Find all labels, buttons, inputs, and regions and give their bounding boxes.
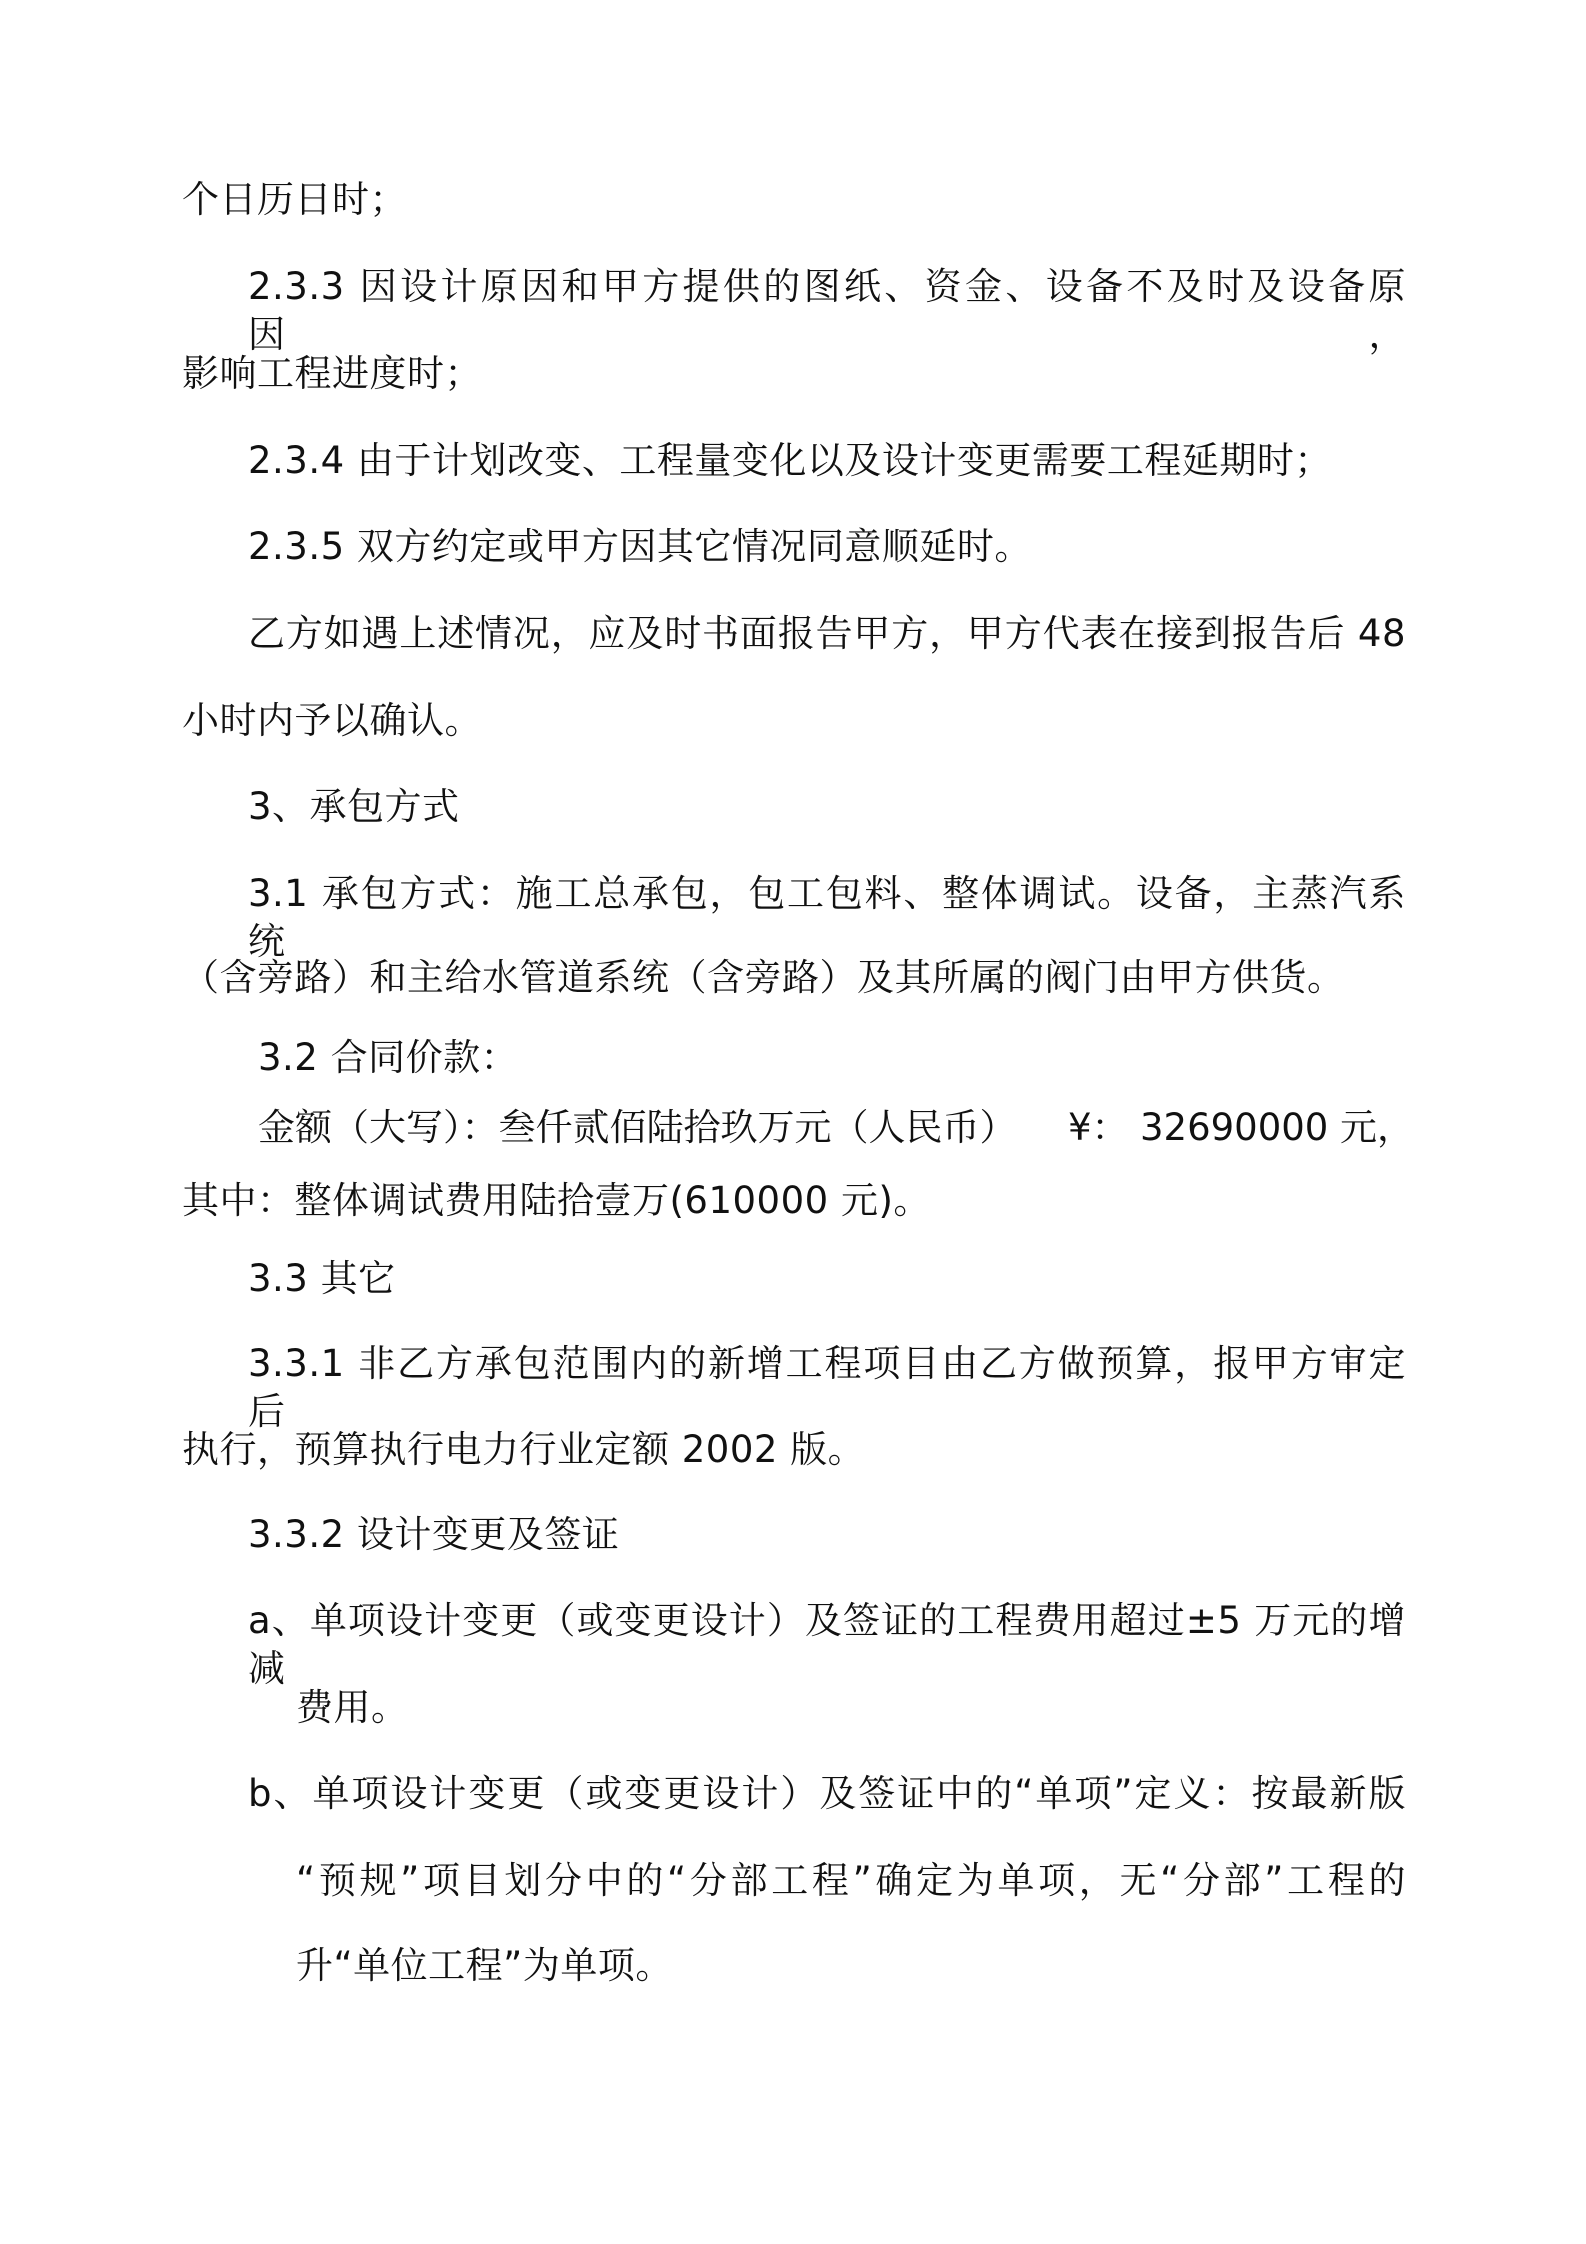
list-item-b-continuation: 升“单位工程”为单项。 bbox=[296, 1944, 673, 1987]
text-line: 2.3.5 双方约定或甲方因其它情况同意顺延时。 bbox=[248, 525, 1032, 568]
amount-unit: 元， bbox=[1340, 1106, 1414, 1149]
subsection-heading: 3.3 其它 bbox=[248, 1257, 396, 1300]
text-line: 3.3.1 非乙方承包范围内的新增工程项目由乙方做预算，报甲方审定后 bbox=[248, 1342, 1406, 1433]
text-line: 影响工程进度时； bbox=[182, 352, 482, 395]
text-line: 其中：整体调试费用陆拾壹万(610000 元)。 bbox=[182, 1179, 931, 1222]
text-line: （含旁路）和主给水管道系统（含旁路）及其所属的阀门由甲方供货。 bbox=[182, 956, 1345, 999]
list-item-b-continuation: “预规”项目划分中的“分部工程”确定为单项，无“分部”工程的 bbox=[296, 1859, 1406, 1902]
list-item-a: a、单项设计变更（或变更设计）及签证的工程费用超过±5 万元的增减 bbox=[248, 1599, 1406, 1690]
text-line: 乙方如遇上述情况，应及时书面报告甲方，甲方代表在接到报告后 48 bbox=[248, 612, 1406, 655]
amount-value: 32690000 bbox=[1140, 1106, 1329, 1149]
section-heading: 3、承包方式 bbox=[248, 785, 460, 828]
text-line: 3.1 承包方式：施工总承包，包工包料、整体调试。设备，主蒸汽系统 bbox=[248, 872, 1406, 963]
list-item-b: b、单项设计变更（或变更设计）及签证中的“单项”定义：按最新版 bbox=[248, 1772, 1406, 1815]
contract-amount-row bbox=[258, 1104, 1414, 1152]
currency-symbol: ¥： bbox=[1068, 1106, 1129, 1149]
subsection-heading: 3.3.2 设计变更及签证 bbox=[248, 1513, 620, 1556]
subsection-heading: 3.2 合同价款： bbox=[258, 1036, 519, 1079]
amount-label: 金额（大写）：叁仟贰佰陆拾玖万元（人民币） bbox=[258, 1106, 1017, 1149]
text-line: 执行，预算执行电力行业定额 2002 版。 bbox=[182, 1428, 866, 1471]
text-line: 2.3.3 因设计原因和甲方提供的图纸、资金、设备不及时及设备原因， bbox=[248, 265, 1406, 356]
text-line: 个日历日时； bbox=[182, 178, 407, 221]
list-item-a-continuation: 费用。 bbox=[296, 1686, 409, 1729]
text-line: 小时内予以确认。 bbox=[182, 699, 482, 742]
text-line: 2.3.4 由于计划改变、工程量变化以及设计变更需要工程延期时； bbox=[248, 439, 1332, 482]
